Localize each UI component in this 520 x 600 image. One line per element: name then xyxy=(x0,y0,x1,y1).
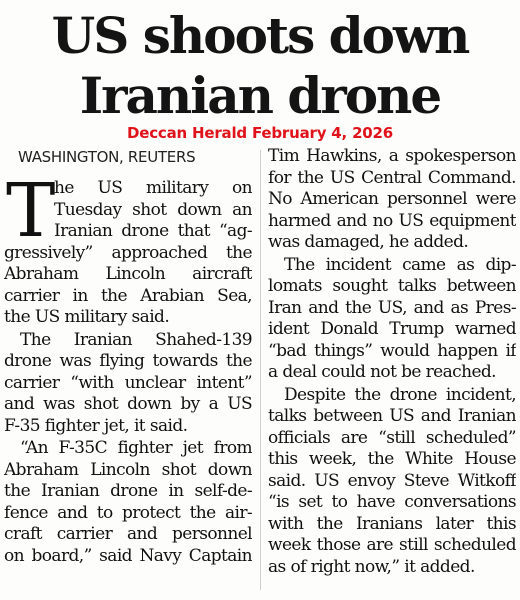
paragraph xyxy=(268,385,516,579)
text-line: was damaged, he added. xyxy=(268,232,469,252)
text-line: ident Donald Trump warned xyxy=(268,319,516,339)
headline-line-1: US shoots down xyxy=(51,6,469,65)
left-column xyxy=(4,146,252,567)
drop-cap: T xyxy=(6,168,56,254)
text-line: “bad things” would happen if xyxy=(268,340,516,361)
text-line: talks between US and Iranian xyxy=(268,406,516,426)
text-line: this week, the White House xyxy=(268,449,516,469)
text-line: Despite the drone incident, xyxy=(284,384,516,405)
paragraph xyxy=(268,255,516,384)
text-line: craft carrier and personnel xyxy=(4,524,252,544)
text-line: lomats sought talks between xyxy=(268,276,516,296)
column-divider xyxy=(260,150,261,590)
text-line: on board,” said Navy Captain xyxy=(4,545,252,566)
text-line: Tim Hawkins, a spokesperson xyxy=(268,146,516,166)
text-line: week those are still scheduled xyxy=(268,535,516,555)
text-line: “is set to have conversations xyxy=(268,492,516,512)
text-line: fence and to protect the air- xyxy=(4,502,252,523)
text-line: drone was flying towards the xyxy=(4,351,252,371)
text-line: Iranian drone that “ag- xyxy=(54,221,252,241)
text-line: Tuesday shot down an xyxy=(54,199,252,220)
text-line: officials are “still scheduled” xyxy=(268,427,516,448)
text-line: “An F-35C fighter jet from xyxy=(20,438,252,458)
text-line: Iran and the US, and as Pres- xyxy=(268,297,516,318)
text-line: No American personnel were xyxy=(268,189,516,209)
text-line: Abraham Lincoln shot down xyxy=(4,459,252,480)
text-line: F-35 fighter jet, it said. xyxy=(4,415,188,436)
text-line: he US military on xyxy=(54,178,252,198)
headline-line-2: Iranian drone xyxy=(79,66,441,125)
text-line: a deal could not be reached. xyxy=(268,362,496,382)
paragraph xyxy=(4,438,252,567)
text-line: said. US envoy Steve Witkoff xyxy=(268,470,516,491)
text-line: as of right now,” it added. xyxy=(268,556,475,577)
text-line: with the Iranians later this xyxy=(268,513,516,534)
text-line: The Iranian Shahed-139 xyxy=(20,329,252,350)
text-line: the Iranian drone in self-de- xyxy=(4,481,252,501)
text-line: the US military said. xyxy=(4,307,170,327)
paragraph xyxy=(4,330,252,438)
text-line: harmed and no US equipment xyxy=(268,210,516,231)
text-line: carrier “with unclear intent” xyxy=(4,372,252,393)
text-line: carrier in the Arabian Sea, xyxy=(4,285,252,306)
text-line: Abraham Lincoln aircraft xyxy=(4,264,252,284)
paragraph xyxy=(268,146,516,254)
text-line: gressively” approached the xyxy=(4,242,252,263)
text-line: and was shot down by a US xyxy=(4,394,252,414)
dateline: WASHINGTON, REUTERS xyxy=(18,148,196,166)
lead-paragraph xyxy=(4,168,252,329)
right-column xyxy=(268,146,516,578)
text-line: for the US Central Command. xyxy=(268,167,516,188)
text-line: The incident came as dip- xyxy=(284,254,516,275)
source-label: Deccan Herald February 4, 2026 xyxy=(126,124,394,142)
